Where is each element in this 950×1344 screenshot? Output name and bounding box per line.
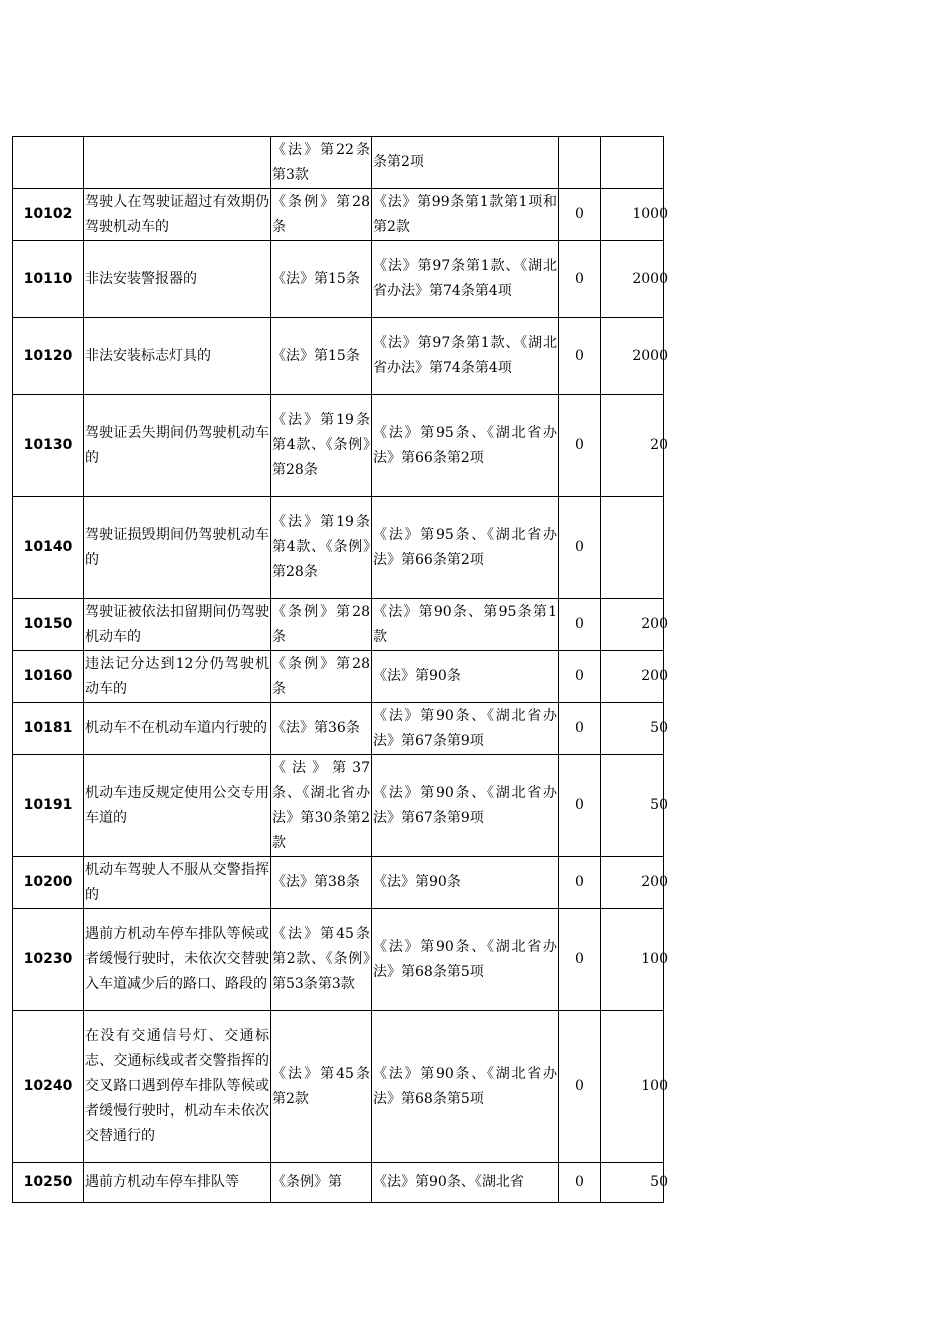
fine-amount-value: 200: [641, 874, 668, 890]
table-row: [13, 599, 664, 651]
fine-amount-value: 1000: [632, 206, 668, 222]
table-row: [13, 395, 664, 497]
legal-basis: 《法》第45条第2款: [271, 1011, 372, 1163]
legal-basis: 《法》第22条第3款: [271, 137, 372, 189]
fine-amount: [601, 909, 668, 1011]
fine-amount: [601, 497, 664, 599]
legal-basis: 《条例》第: [271, 1163, 372, 1203]
penalty-basis: 《法》第90条: [372, 651, 559, 703]
penalty-basis: 《法》第95条、《湖北省办法》第66条第2项: [372, 497, 559, 599]
fine-amount-value: 200: [641, 668, 668, 684]
legal-basis: 《法》第15条: [271, 318, 372, 395]
violation-description: 遇前方机动车停车排队等候或者缓慢行驶时，未依次交替驶入车道减少后的路口、路段的: [84, 909, 271, 1011]
penalty-basis: 《法》第97条第1款、《湖北省办法》第74条第4项: [372, 318, 559, 395]
penalty-basis: 条第2项: [372, 137, 559, 189]
penalty-points: 0: [559, 755, 601, 857]
legal-basis: 《法》第19条第4款、《条例》第28条: [271, 497, 372, 599]
violation-description: 机动车违反规定使用公交专用车道的: [84, 755, 271, 857]
violation-code: 10200: [13, 857, 84, 909]
violation-code: 10230: [13, 909, 84, 1011]
violation-description: 非法安装标志灯具的: [84, 318, 271, 395]
fine-amount-value: 50: [650, 720, 668, 736]
violation-code: 10130: [13, 395, 84, 497]
fine-amount: [601, 189, 668, 241]
legal-basis: 《条例》第28条: [271, 189, 372, 241]
fine-amount: [601, 1011, 668, 1163]
violation-description: 遇前方机动车停车排队等: [84, 1163, 271, 1203]
penalty-points: 0: [559, 1011, 601, 1163]
fine-amount-value: 200: [641, 616, 668, 632]
violation-code: 10191: [13, 755, 84, 857]
penalty-basis: 《法》第90条、《湖北省办法》第67条第9项: [372, 703, 559, 755]
penalty-basis: 《法》第97条第1款、《湖北省办法》第74条第4项: [372, 241, 559, 318]
penalty-basis: 《法》第99条第1款第1项和第2款: [372, 189, 559, 241]
violation-description: 驾驶证损毁期间仍驾驶机动车的: [84, 497, 271, 599]
table-row: [13, 497, 664, 599]
violation-description: 驾驶证丢失期间仍驾驶机动车的: [84, 395, 271, 497]
fine-amount: [601, 857, 668, 909]
penalty-points: 0: [559, 189, 601, 241]
violation-code: 10250: [13, 1163, 84, 1203]
penalty-points: 0: [559, 395, 601, 497]
table-row: [13, 241, 664, 318]
violation-table: [12, 136, 668, 1203]
violation-code: 10150: [13, 599, 84, 651]
penalty-points: 0: [559, 318, 601, 395]
table-row: [13, 1011, 664, 1163]
penalty-points: 0: [559, 703, 601, 755]
fine-amount: [601, 703, 668, 755]
fine-amount-value: 20: [650, 437, 668, 453]
penalty-points: 0: [559, 599, 601, 651]
table-row: [13, 755, 664, 857]
penalty-points: 0: [559, 857, 601, 909]
legal-basis: 《法》第37条、《湖北省办法》第30条第2款: [271, 755, 372, 857]
penalty-points: 0: [559, 497, 601, 599]
legal-basis: 《法》第38条: [271, 857, 372, 909]
penalty-points: 0: [559, 909, 601, 1011]
fine-amount: [601, 651, 668, 703]
fine-amount: [601, 318, 668, 395]
legal-basis: 《条例》第28条: [271, 651, 372, 703]
fine-amount-value: 2000: [632, 270, 668, 287]
violation-code: 10120: [13, 318, 84, 395]
penalty-points: 0: [559, 241, 601, 318]
violation-code: 10110: [13, 241, 84, 318]
fine-amount: [601, 599, 668, 651]
fine-amount-value: 100: [641, 951, 668, 967]
table-row: [13, 189, 664, 241]
fine-amount-value: 50: [650, 1174, 668, 1190]
fine-amount-value: 2000: [632, 347, 668, 364]
table-row: [13, 703, 664, 755]
table-row: [13, 318, 664, 395]
table-row: [13, 857, 664, 909]
violation-description: [84, 137, 271, 189]
fine-amount: [601, 1163, 668, 1203]
violation-code: 10181: [13, 703, 84, 755]
violation-description: 非法安装警报器的: [84, 241, 271, 318]
penalty-basis: 《法》第95条、《湖北省办法》第66条第2项: [372, 395, 559, 497]
fine-amount-value: 50: [650, 797, 668, 813]
table-row: [13, 137, 664, 189]
legal-basis: 《法》第19条第4款、《条例》第28条: [271, 395, 372, 497]
violation-code: 10160: [13, 651, 84, 703]
fine-amount-value: 100: [641, 1078, 668, 1094]
violation-code: [13, 137, 84, 189]
violation-code: 10240: [13, 1011, 84, 1163]
violation-code: 10140: [13, 497, 84, 599]
violation-code: 10102: [13, 189, 84, 241]
table-row: [13, 909, 664, 1011]
penalty-points: 0: [559, 1163, 601, 1203]
penalty-basis: 《法》第90条: [372, 857, 559, 909]
legal-basis: 《条例》第28条: [271, 599, 372, 651]
penalty-basis: 《法》第90条、《湖北省: [372, 1163, 559, 1203]
fine-amount: [601, 755, 668, 857]
violation-description: 驾驶证被依法扣留期间仍驾驶机动车的: [84, 599, 271, 651]
fine-amount: [601, 241, 668, 318]
violation-description: 机动车驾驶人不服从交警指挥的: [84, 857, 271, 909]
violation-description: 驾驶人在驾驶证超过有效期仍驾驶机动车的: [84, 189, 271, 241]
violation-description: 机动车不在机动车道内行驶的: [84, 703, 271, 755]
penalty-basis: 《法》第90条、第95条第1款: [372, 599, 559, 651]
penalty-points: [559, 137, 601, 189]
violation-description: 违法记分达到12分仍驾驶机动车的: [84, 651, 271, 703]
legal-basis: 《法》第45条第2款、《条例》第53条第3款: [271, 909, 372, 1011]
table-row: [13, 651, 664, 703]
penalty-basis: 《法》第90条、《湖北省办法》第68条第5项: [372, 1011, 559, 1163]
legal-basis: 《法》第36条: [271, 703, 372, 755]
table-row: [13, 1163, 664, 1203]
fine-amount: [601, 137, 664, 189]
legal-basis: 《法》第15条: [271, 241, 372, 318]
penalty-basis: 《法》第90条、《湖北省办法》第68条第5项: [372, 909, 559, 1011]
violation-description: 在没有交通信号灯、交通标志、交通标线或者交警指挥的交叉路口遇到停车排队等候或者缓慢行驶时，机动车未依次交替通行的: [84, 1011, 271, 1163]
penalty-points: 0: [559, 651, 601, 703]
fine-amount: [601, 395, 668, 497]
penalty-basis: 《法》第90条、《湖北省办法》第67条第9项: [372, 755, 559, 857]
